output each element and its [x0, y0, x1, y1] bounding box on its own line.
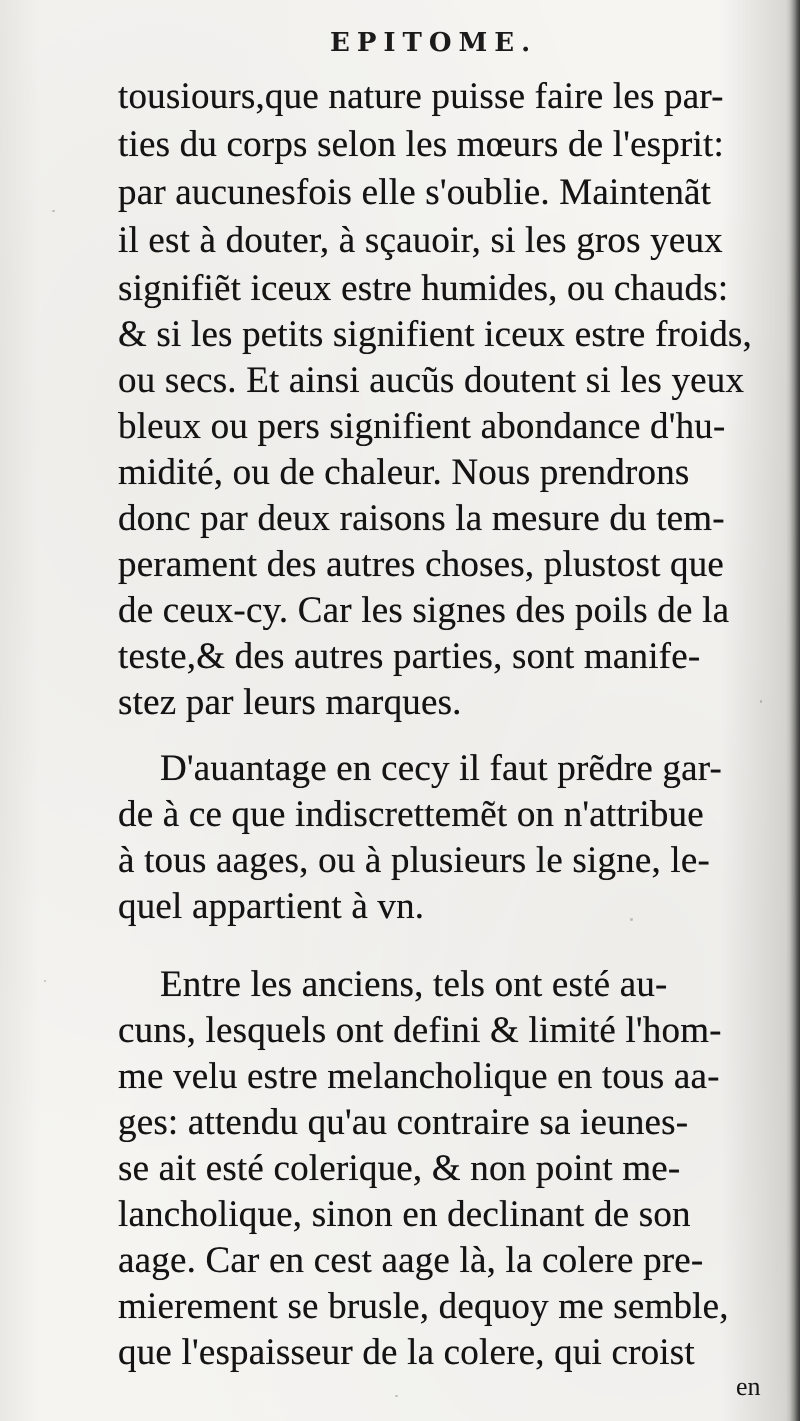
- paper-speck: [44, 980, 46, 982]
- text-line: cuns, lesquels ont defini & limité l'hom-: [118, 1010, 722, 1051]
- running-header: EPITOME.: [330, 28, 538, 58]
- text-line: de à ce que indiscrettemẽt on n'attribue: [118, 794, 704, 835]
- text-line: ties du corps selon les mœurs de l'esprit:: [118, 124, 724, 165]
- text-line: mierement se brusle, dequoy me semble,: [118, 1286, 729, 1327]
- paragraph-first-line: Entre les anciens, tels ont esté au-: [160, 964, 668, 1005]
- paper-speck: [630, 918, 633, 921]
- catchword: en: [736, 1372, 761, 1401]
- text-line: stez par leurs marques.: [118, 682, 462, 723]
- text-line: tousiours,que nature puisse faire les par-: [118, 76, 724, 117]
- text-line: bleux ou pers signifient abondance d'hu-: [118, 406, 726, 447]
- text-line: se ait esté colerique, & non point me-: [118, 1148, 681, 1189]
- paper-speck: [395, 1395, 398, 1397]
- text-line: signifiẽt iceux estre humides, ou chauds:: [118, 268, 729, 309]
- page-edge-shadow: [786, 0, 800, 1421]
- text-line: lancholique, sinon en declinant de son: [118, 1194, 691, 1235]
- text-line: par aucunesfois elle s'oublie. Maintenãt: [118, 172, 712, 213]
- text-line: donc par deux raisons la mesure du tem-: [118, 498, 725, 539]
- paper-speck: [52, 210, 55, 212]
- text-line: perament des autres choses, plustost que: [118, 544, 725, 585]
- text-line: ges: attendu qu'au contraire sa ieunes-: [118, 1102, 689, 1143]
- text-line: il est à douter, à sçauoir, si les gros yeux: [118, 220, 723, 261]
- text-line: me velu estre melancholique en tous aa-: [118, 1056, 720, 1097]
- paragraph-first-line: D'auantage en cecy il faut prẽdre gar-: [160, 748, 723, 789]
- text-line: à tous aages, ou à plusieurs le signe, le-: [118, 840, 711, 881]
- text-line: & si les petits signifient iceux estre froids,: [118, 314, 752, 355]
- text-line: quel appartient à vn.: [118, 886, 425, 927]
- text-line: de ceux-cy. Car les signes des poils de la: [118, 590, 730, 631]
- text-line: que l'espaisseur de la colere, qui croist: [118, 1332, 695, 1373]
- text-line: aage. Car en cest aage là, la colere pre-: [118, 1240, 704, 1281]
- text-line: midité, ou de chaleur. Nous prendrons: [118, 452, 690, 493]
- text-line: ou secs. Et ainsi aucũs doutent si les yeux: [118, 360, 745, 401]
- paper-speck: [760, 700, 762, 703]
- text-line: teste,& des autres parties, sont manife-: [118, 636, 701, 677]
